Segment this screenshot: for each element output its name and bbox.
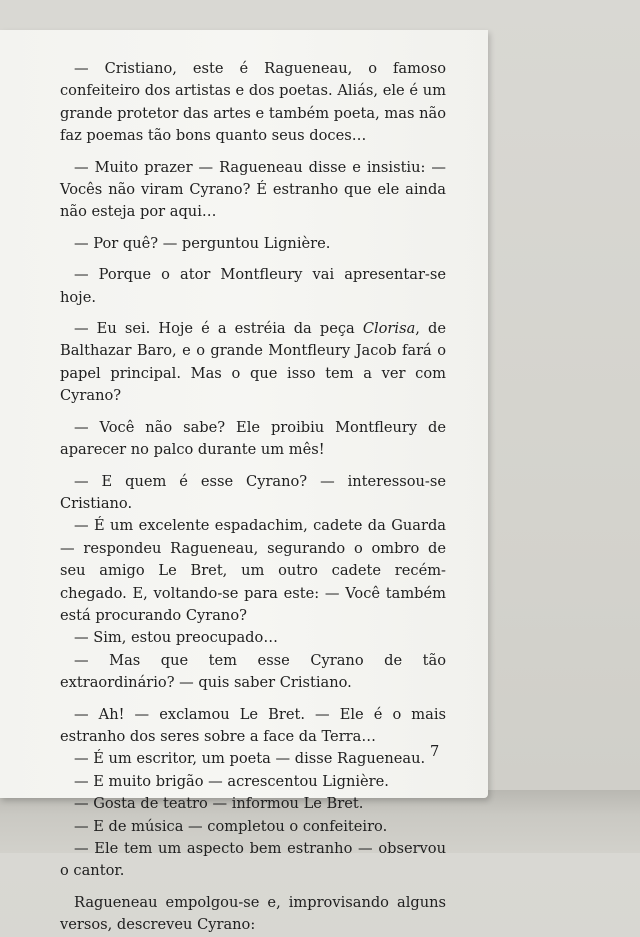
paragraph: — É um excelente espadachim, cadete da Guarda — respondeu Ragueneau, segurando o ombro de seu amigo Le Bret, um outro cadete recém-chegado. E, voltando-se para este: — Você também está procurando Cyrano? xyxy=(60,517,446,624)
play-title: Clorisa xyxy=(362,320,416,338)
paragraph: — É um escritor, um poeta — disse Ragueneau. xyxy=(74,750,426,768)
paragraph: — Gosta de teatro — informou Le Bret. xyxy=(74,795,364,813)
paragraph: — E de música — completou o confeiteiro. xyxy=(74,817,388,835)
paragraph: — Sim, estou preocupado… xyxy=(74,629,278,647)
page-number: 7 xyxy=(430,743,440,760)
paragraph-text: — Eu sei. Hoje é a estréia da peça xyxy=(74,320,363,338)
paragraph: — Muito prazer — Ragueneau disse e insistiu: — Vocês não viram Cyrano? É estranho que ele ainda não esteja por aqui… xyxy=(60,158,446,221)
paragraph: — Você não sabe? Ele proibiu Montfleury de aparecer no palco durante um mês! xyxy=(60,418,446,459)
paragraph: — Cristiano, este é Ragueneau, o famoso confeiteiro dos artistas e dos poetas. Aliás, ele é um grande protetor das artes e também poeta, mas não faz poemas tão bons quanto seus doces… xyxy=(60,60,446,145)
body-text xyxy=(60,58,446,937)
paragraph xyxy=(60,318,446,408)
book-page xyxy=(0,30,488,934)
paragraph: — Mas que tem esse Cyrano de tão extraordinário? — quis saber Cristiano. xyxy=(60,651,446,692)
paragraph: — Ele tem um aspecto bem estranho — observou o cantor. xyxy=(60,840,446,880)
paragraph: — Ah! — exclamou Le Bret. — Ele é o mais estranho dos seres sobre a face da Terra… xyxy=(60,705,446,745)
paragraph: Ragueneau empolgou-se e, improvisando alguns versos, descreveu Cyrano: xyxy=(60,893,446,934)
paragraph-text: , de Balthazar Baro, e o grande Montfleury Jacob fará o papel principal. Mas o que isso tem a ver com Cyrano? xyxy=(60,320,446,405)
paragraph: — E muito brigão — acrescentou Lignière. xyxy=(74,772,389,790)
paragraph: — E quem é esse Cyrano? — interessou-se Cristiano. xyxy=(60,472,446,512)
paragraph: — Porque o ator Montfleury vai apresentar-se hoje. xyxy=(60,266,446,306)
paragraph: — Por quê? — perguntou Lignière. xyxy=(74,234,331,252)
